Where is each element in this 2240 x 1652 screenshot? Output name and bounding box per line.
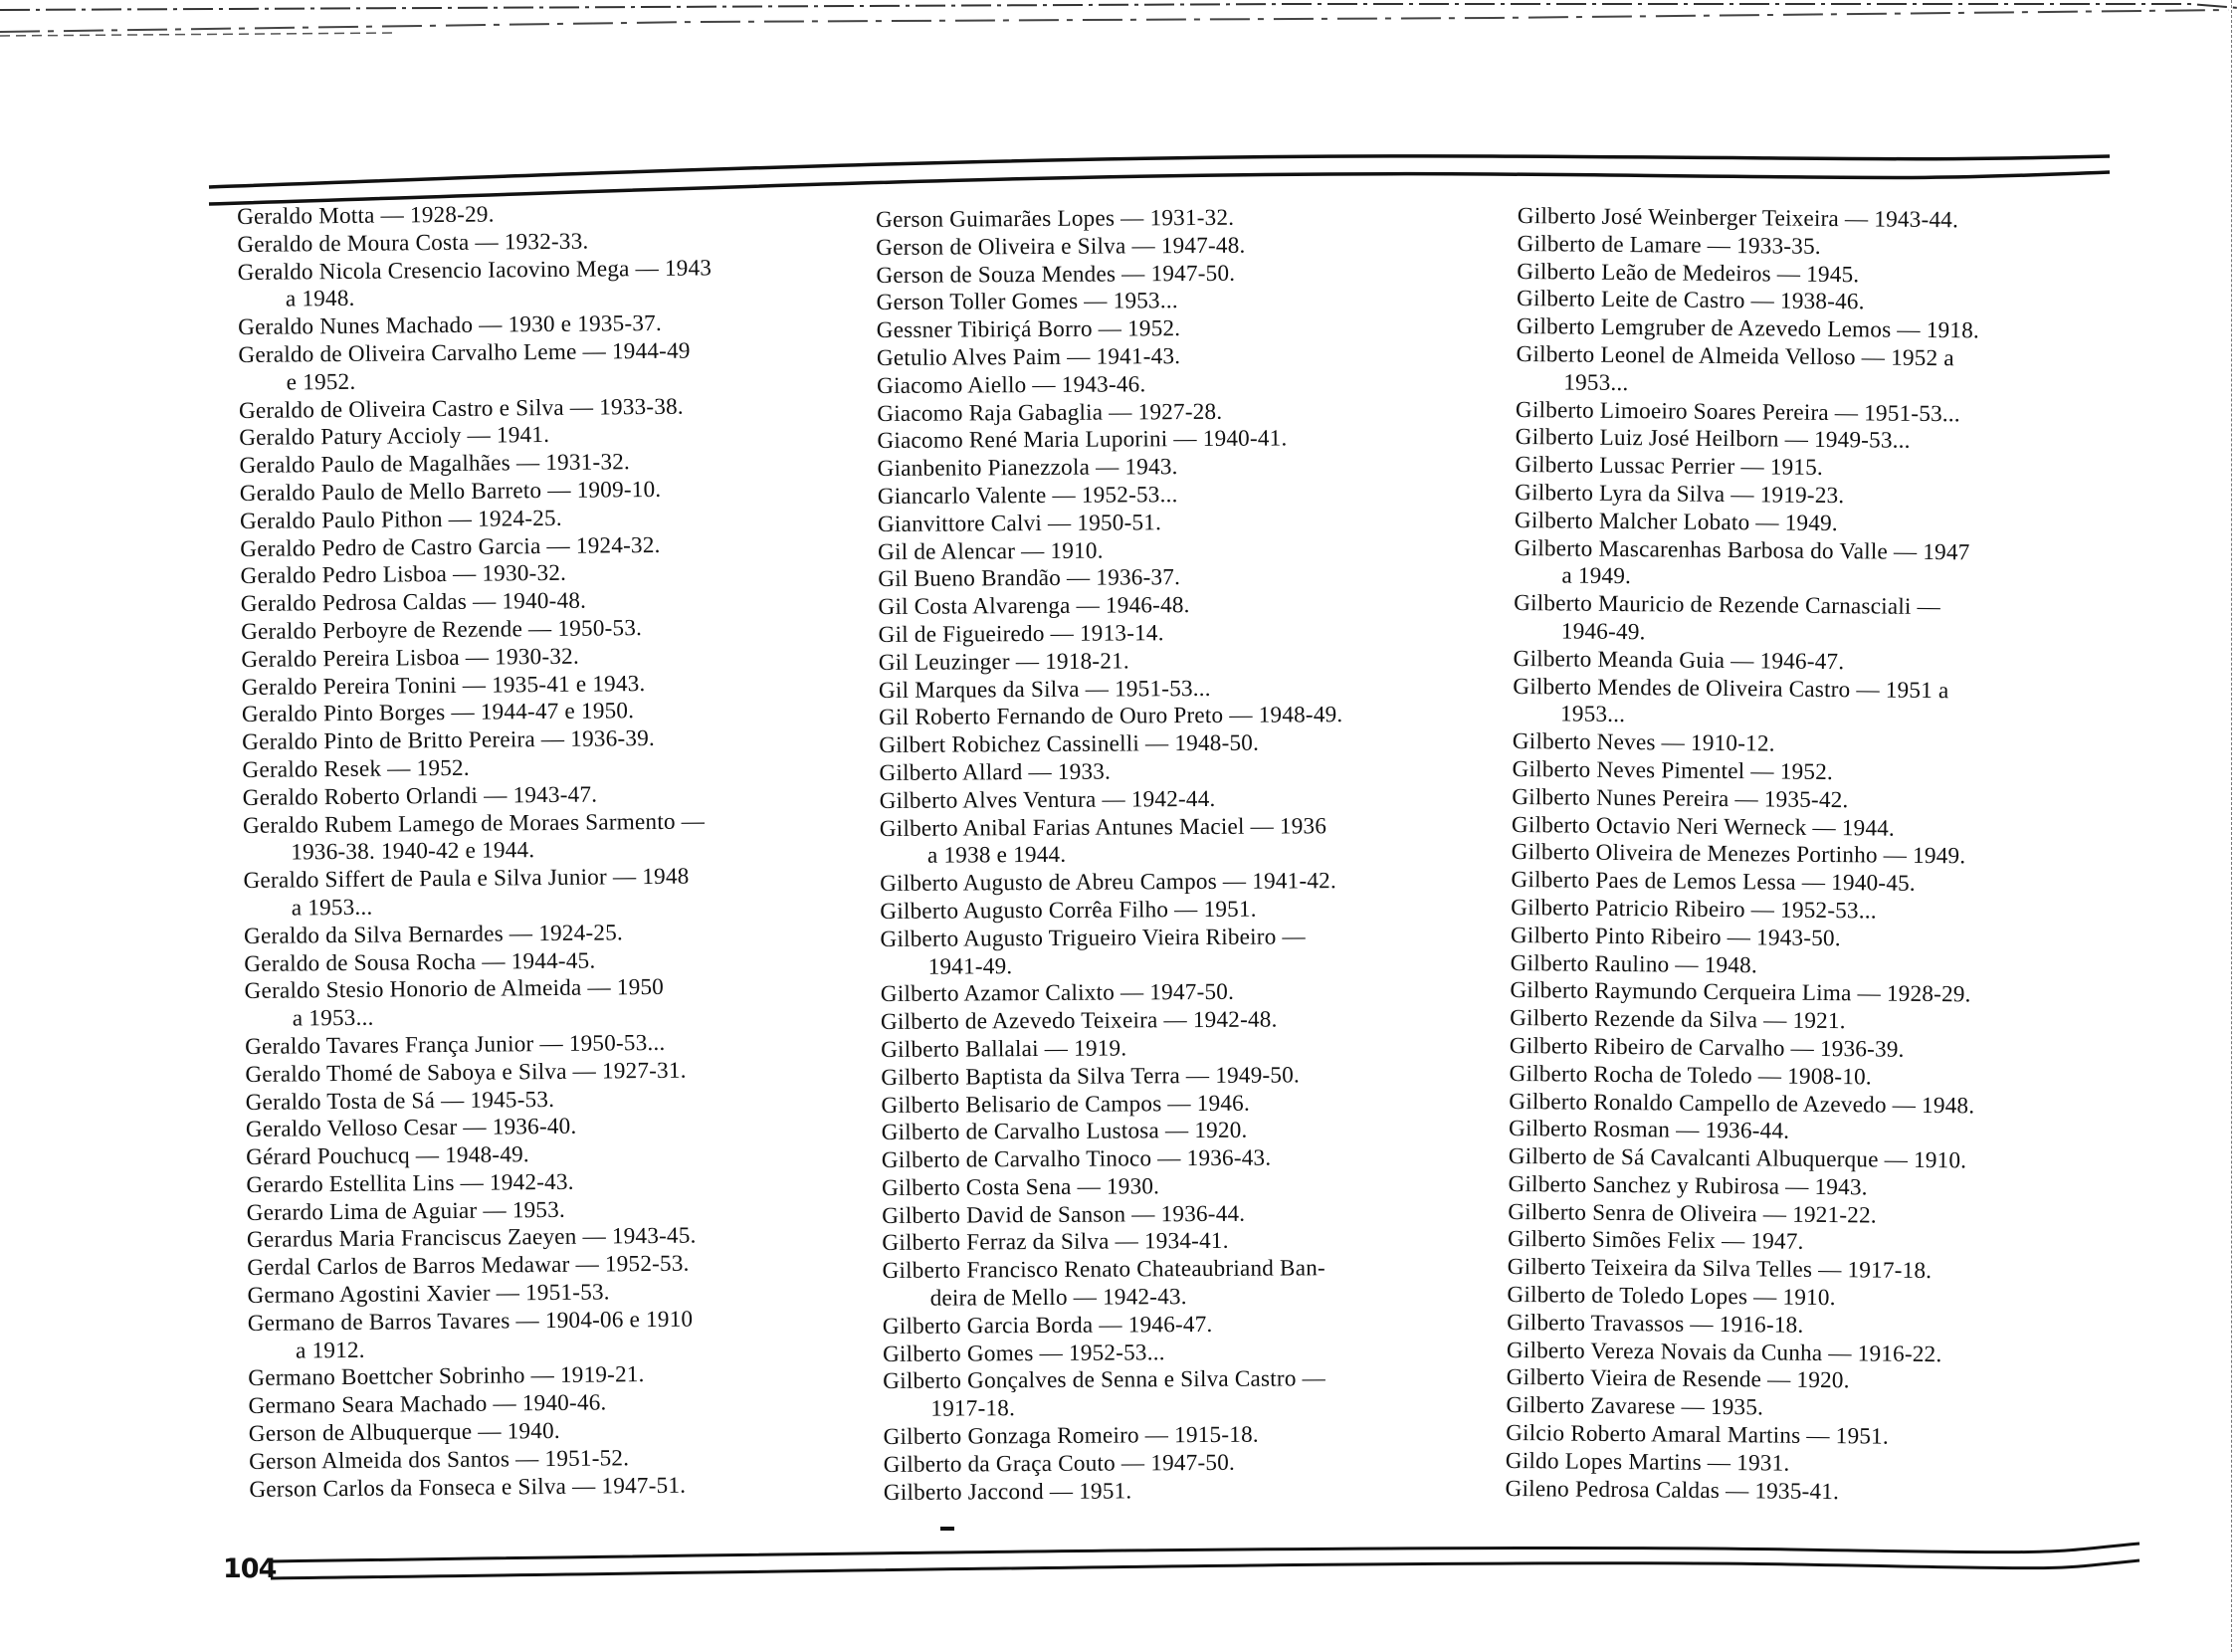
entry-text: Giacomo Raja Gabaglia — 1927-28. (877, 398, 1223, 427)
entry-text: Gilberto Anibal Farias Antunes Maciel — 1936 (879, 812, 1327, 842)
list-entry (1505, 1476, 2141, 1510)
entry-text: Gilberto Mascarenhas Barbosa do Valle — 1947 (1514, 534, 1970, 565)
entry-text: Gilberto Ballalai — 1919. (881, 1035, 1127, 1063)
list-entry (878, 452, 1515, 484)
scan-edge-right (2231, 0, 2240, 1652)
list-entry (882, 1116, 1519, 1147)
entry-text: Gilberto Travassos — 1916-18. (1507, 1309, 1804, 1339)
list-entry (880, 784, 1517, 816)
entry-text: Giancarlo Valente — 1952-53... (877, 482, 1178, 510)
list-entry (880, 895, 1517, 927)
entry-text: Gilberto Ferraz da Silva — 1934-41. (882, 1228, 1229, 1257)
entry-text: Gil Leuzinger — 1918-21. (878, 648, 1129, 676)
list-entry (243, 862, 881, 924)
list-entry (883, 1420, 1520, 1452)
entry-text: Geraldo de Sousa Rocha — 1944-45. (244, 947, 596, 977)
entry-text: Gilberto Francisco Renato Chateaubriand Ban- (882, 1255, 1325, 1285)
entry-text: Gilberto Lemgruber de Azevedo Lemos — 1918. (1516, 313, 1980, 344)
list-entry (881, 1033, 1518, 1065)
list-entry (879, 728, 1516, 760)
entry-text: Geraldo de Moura Costa — 1932-33. (237, 228, 589, 258)
entry-continuation: 1953... (1563, 369, 1629, 396)
entry-text: Gil Roberto Fernando de Ouro Preto — 1948-49. (879, 702, 1343, 731)
list-entry (880, 923, 1517, 982)
list-entry (880, 812, 1517, 872)
entry-continuation: a 1938 e 1944. (926, 842, 1067, 870)
entry-text: Gilberto Leão de Medeiros — 1945. (1517, 258, 1860, 288)
entry-text: Gilberto Mauricio de Rezende Carnasciali — (1514, 590, 1941, 621)
entry-text: Gerson Carlos da Fonseca e Silva — 1947-51. (249, 1472, 687, 1503)
entry-text: Gilberto Alves Ventura — 1942-44. (879, 785, 1216, 814)
list-entry (884, 1448, 1521, 1480)
list-entry (879, 756, 1516, 788)
entry-text: Gilberto Gomes — 1952-53... (882, 1339, 1165, 1367)
entry-text: Geraldo Pinto de Britto Pereira — 1936-39. (242, 725, 656, 756)
list-entry (877, 313, 1514, 345)
entry-text: Gilberto Teixeira da Silva Telles — 1917-18. (1507, 1254, 1933, 1285)
entry-text: Gilberto Leite de Castro — 1938-46. (1516, 286, 1865, 315)
entry-text: Gilberto Paes de Lemos Lessa — 1940-45. (1511, 867, 1916, 897)
entry-text: Gilberto Azamor Calixto — 1947-50. (880, 979, 1235, 1008)
list-entry (883, 1310, 1520, 1342)
list-entry (883, 1365, 1520, 1425)
entry-text: Gilberto Raulino — 1948. (1510, 949, 1758, 978)
list-entry (878, 562, 1515, 594)
list-entry (248, 1305, 886, 1366)
entry-text: Gilberto Rezende da Silva — 1921. (1510, 1005, 1846, 1035)
entry-text: Gilberto Ronaldo Campello de Azevedo — 1948. (1509, 1088, 1975, 1119)
entry-continuation: deira de Mello — 1942-43. (929, 1284, 1187, 1312)
list-entry (881, 977, 1518, 1009)
entry-text: Gilberto de Sá Cavalcanti Albuquerque — 1910. (1508, 1143, 1967, 1174)
entry-text: Gilberto Rocha de Toledo — 1908-10. (1509, 1060, 1873, 1091)
list-entry (876, 203, 1513, 235)
list-entry (243, 806, 881, 868)
entry-continuation: 1917-18. (930, 1395, 1016, 1422)
list-entry (882, 1227, 1519, 1259)
entry-text: Giacomo René Maria Luporini — 1940-41. (877, 425, 1288, 455)
entry-text: Gilberto José Weinberger Teixeira — 1943-44. (1517, 203, 1959, 234)
list-entry (878, 535, 1515, 567)
list-entry (877, 286, 1514, 317)
header-rule-lower (209, 172, 2110, 204)
entry-text: Gilberto Augusto Corrêa Filho — 1951. (880, 896, 1257, 925)
entry-text: Gilberto Baptista da Silva Terra — 1949-50. (881, 1062, 1301, 1091)
entry-text: Geraldo Resek — 1952. (242, 754, 470, 783)
entry-text: Gilberto Augusto de Abreu Campos — 1941-42. (880, 868, 1337, 898)
list-entry (880, 867, 1517, 899)
entry-text: Gilberto Malcher Lobato — 1949. (1514, 507, 1839, 536)
list-entry (877, 341, 1514, 373)
entry-text: Gilberto Octavio Neri Werneck — 1944. (1511, 811, 1896, 842)
entry-text: Gilberto de Carvalho Tinoco — 1936-43. (881, 1144, 1272, 1174)
entry-text: Gilberto Allard — 1933. (879, 758, 1112, 786)
list-entry (879, 674, 1516, 706)
entry-continuation: 1953... (1559, 701, 1626, 728)
entry-text: Gilberto Nunes Pereira — 1935-42. (1512, 783, 1849, 813)
list-entry (878, 590, 1515, 622)
entry-text: Geraldo Perboyre de Rezende — 1950-53. (241, 615, 643, 645)
list-entry (882, 1254, 1519, 1314)
entry-text: Geraldo Pedro de Castro Garcia — 1924-32. (240, 531, 661, 562)
list-entry (877, 397, 1514, 429)
entry-text: Gilberto Zavarese — 1935. (1506, 1392, 1764, 1421)
list-entry (881, 1005, 1518, 1037)
entry-text: Gil Marques da Silva — 1951-53... (878, 675, 1211, 704)
entry-text: Gerardo Estellita Lins — 1942-43. (246, 1168, 574, 1198)
entry-text: Geraldo Pereira Lisboa — 1930-32. (241, 643, 580, 673)
entry-text: Gilberto Patricio Ribeiro — 1952-53... (1511, 894, 1877, 925)
entry-text: Geraldo de Oliveira Carvalho Leme — 1944-49 (238, 337, 691, 368)
entry-text: Gilberto Jaccond — 1951. (883, 1478, 1132, 1506)
entry-continuation: a 1953... (291, 894, 373, 922)
entry-text: Gilberto Meanda Guia — 1946-47. (1513, 645, 1845, 675)
entry-text: Gerson Guimarães Lopes — 1931-32. (876, 204, 1235, 233)
entry-text: Geraldo Velloso Cesar — 1936-40. (245, 1114, 577, 1143)
list-entry (877, 424, 1514, 456)
entry-text: Gilberto da Graça Couto — 1947-50. (883, 1449, 1236, 1478)
entry-text: Gilberto Simões Felix — 1947. (1507, 1226, 1804, 1256)
entry-text: Gilberto Limoeiro Soares Pereira — 1951-53... (1515, 396, 1961, 427)
entry-text: Gil de Alencar — 1910. (878, 537, 1104, 565)
list-entry (244, 972, 882, 1034)
list-entry (876, 259, 1513, 291)
page-number: 104 (223, 1553, 277, 1584)
entry-text: Gérard Pouchucq — 1948-49. (246, 1141, 529, 1171)
entry-text: Gilberto Leonel de Almeida Velloso — 1952 a (1516, 340, 1954, 372)
entry-text: Gil Bueno Brandão — 1936-37. (878, 564, 1181, 593)
entry-text: Gilberto Pinto Ribeiro — 1943-50. (1510, 922, 1841, 951)
list-entry (238, 336, 876, 398)
entry-text: Germano Seara Machado — 1940-46. (248, 1389, 607, 1420)
entry-text: Geraldo Pedrosa Caldas — 1940-48. (240, 587, 587, 618)
entry-text: Gerson Toller Gomes — 1953... (876, 288, 1178, 316)
column-1 (237, 198, 887, 1505)
entry-text: Gildo Lopes Martins — 1931. (1505, 1447, 1790, 1477)
entry-text: Geraldo Pinto Borges — 1944-47 e 1950. (241, 698, 635, 728)
entry-text: Geraldo Rubem Lamego de Moraes Sarmento — (242, 808, 706, 839)
entry-text: Gileno Pedrosa Caldas — 1935-41. (1505, 1475, 1840, 1505)
entry-text: Gilberto de Carvalho Lustosa — 1920. (881, 1118, 1248, 1146)
entry-text: Geraldo Tavares França Junior — 1950-53... (245, 1029, 666, 1060)
entry-text: Gerdal Carlos de Barros Medawar — 1952-53. (247, 1250, 690, 1282)
entry-text: Geraldo de Oliveira Castro e Silva — 1933-38. (238, 393, 684, 424)
entry-text: Geraldo Patury Accioly — 1941. (239, 422, 550, 452)
entry-text: Gerson de Albuquerque — 1940. (248, 1418, 560, 1448)
list-entry (881, 1089, 1518, 1121)
entry-text: Geraldo Roberto Orlandi — 1943-47. (242, 781, 598, 811)
entry-text: Gil Costa Alvarenga — 1946-48. (878, 592, 1190, 621)
list-entry (878, 480, 1515, 512)
entry-continuation: a 1912. (295, 1337, 365, 1364)
entry-text: Geraldo Siffert de Paula e Silva Junior — 1948 (243, 863, 690, 895)
entry-text: Gilberto Belisario de Campos — 1946. (881, 1090, 1251, 1119)
entry-continuation: a 1948. (285, 286, 355, 312)
entry-text: Germano de Barros Tavares — 1904-06 e 1910 (247, 1306, 694, 1337)
entry-text: Gilberto Rosman — 1936-44. (1508, 1116, 1790, 1144)
entry-text: Gilberto Neves — 1910-12. (1512, 728, 1775, 757)
entry-text: Gilberto Neves Pimentel — 1952. (1512, 755, 1834, 786)
entry-text: Gilberto Luiz José Heilborn — 1949-53... (1515, 424, 1911, 455)
entry-text: Gilberto Garcia Borda — 1946-47. (882, 1311, 1213, 1340)
footer-rule-upper (271, 1544, 2139, 1561)
entry-text: Gianvittore Calvi — 1950-51. (877, 510, 1162, 537)
entry-text: Gilcio Roberto Amaral Martins — 1951. (1506, 1420, 1890, 1450)
entry-text: Gilberto Gonçalves de Senna e Silva Castro — (883, 1365, 1326, 1395)
list-entry (238, 253, 876, 314)
entry-text: Gerardus Maria Franciscus Zaeyen — 1943-45. (246, 1223, 697, 1254)
list-entry (876, 231, 1513, 263)
entry-continuation: a 1949. (1561, 562, 1632, 590)
list-entry (1513, 674, 2150, 735)
entry-text: Gessner Tibiriçá Borro — 1952. (876, 315, 1181, 344)
entry-text: Geraldo Paulo de Magalhães — 1931-32. (239, 449, 631, 480)
entry-text: Geraldo Tosta de Sá — 1945-53. (245, 1086, 555, 1116)
scan-artifact-top (0, 0, 2240, 60)
entry-text: Gilbert Robichez Cassinelli — 1948-50. (879, 729, 1260, 759)
entry-text: Gilberto Senra de Oliveira — 1921-22. (1508, 1198, 1877, 1229)
entry-text: Gianbenito Pianezzola — 1943. (877, 454, 1178, 483)
entry-text: Gilberto Vereza Novais da Cunha — 1916-22. (1506, 1337, 1942, 1367)
list-entry (879, 618, 1516, 650)
entry-continuation: 1941-49. (927, 952, 1013, 980)
entry-text: Geraldo Paulo Pithon — 1924-25. (239, 505, 562, 534)
entry-text: Gilberto Gonzaga Romeiro — 1915-18. (883, 1421, 1259, 1451)
list-entry (879, 646, 1516, 678)
list-entry (877, 369, 1514, 401)
list-entry (884, 1476, 1521, 1508)
footer-rule-lower (271, 1560, 2139, 1578)
entry-text: Germano Agostini Xavier — 1951-53. (247, 1279, 610, 1310)
list-entry (1514, 535, 2151, 597)
list-entry (882, 1143, 1519, 1175)
list-entry (1514, 590, 2151, 652)
entry-text: Gilberto de Toledo Lopes — 1910. (1507, 1282, 1836, 1312)
entry-text: Gilberto Vieira de Resende — 1920. (1506, 1364, 1850, 1394)
entry-text: Geraldo Motta — 1928-29. (237, 201, 495, 230)
list-entry (883, 1338, 1520, 1369)
entry-text: Gilberto de Lamare — 1933-35. (1517, 230, 1821, 260)
entry-continuation: 1936-38. 1940-42 e 1944. (291, 837, 535, 866)
entry-text: Gerson Almeida dos Santos — 1951-52. (249, 1445, 630, 1475)
list-entry (882, 1199, 1519, 1231)
entry-text: Gilberto Mendes de Oliveira Castro — 1951 a (1513, 673, 1949, 704)
entry-text: Geraldo Paulo de Mello Barreto — 1909-10. (239, 476, 662, 507)
entry-text: Gerson de Souza Mendes — 1947-50. (876, 260, 1236, 289)
list-entry (249, 1470, 886, 1504)
entry-text: Geraldo Pereira Tonini — 1935-41 e 1943. (241, 670, 646, 701)
list-entry (881, 1061, 1518, 1093)
list-entry (878, 508, 1515, 539)
entry-text: Gilberto Sanchez y Rubirosa — 1943. (1508, 1170, 1868, 1201)
entry-text: Gilberto Costa Sena — 1930. (881, 1173, 1160, 1201)
entry-continuation: e 1952. (286, 368, 356, 396)
entry-continuation: 1946-49. (1560, 618, 1646, 646)
entry-text: Gilberto Oliveira de Menezes Portinho — 1949. (1511, 839, 1966, 870)
entry-text: Geraldo da Silva Bernardes — 1924-25. (243, 920, 624, 949)
entry-text: Gilberto de Azevedo Teixeira — 1942-48. (880, 1006, 1278, 1036)
entry-text: Gilberto Lyra da Silva — 1919-23. (1515, 479, 1845, 510)
list-entry (1516, 341, 2153, 403)
entry-text: Geraldo Stesio Honorio de Almeida — 1950 (244, 974, 665, 1005)
entry-continuation: a 1953... (292, 1004, 374, 1032)
entry-text: Giacomo Aiello — 1943-46. (877, 371, 1146, 399)
entry-text: Gilberto Ribeiro de Carvalho — 1936-39. (1509, 1032, 1905, 1063)
entry-text: Gilberto Raymundo Cerqueira Lima — 1928-29. (1510, 977, 1971, 1008)
entry-text: Getulio Alves Paim — 1941-43. (876, 343, 1181, 371)
entry-text: Germano Boettcher Sobrinho — 1919-21. (248, 1361, 645, 1392)
header-rule-upper (209, 156, 2110, 187)
entry-text: Gilberto Augusto Trigueiro Vieira Ribeiro — (880, 924, 1306, 952)
entry-text: Geraldo Thomé de Saboya e Silva — 1927-31. (245, 1057, 687, 1088)
column-2 (876, 203, 1521, 1507)
entry-text: Gilberto David de Sanson — 1936-44. (882, 1200, 1246, 1229)
list-entry (882, 1171, 1519, 1203)
entry-text: Geraldo Nicola Cresencio Iacovino Mega — 1943 (237, 255, 713, 286)
entry-text: Gerson de Oliveira e Silva — 1947-48. (876, 232, 1246, 261)
entry-text: Gerardo Lima de Aguiar — 1953. (246, 1196, 566, 1226)
list-entry (879, 701, 1516, 732)
entry-text: Geraldo Nunes Machado — 1930 e 1935-37. (238, 310, 663, 341)
entry-text: Geraldo Pedro Lisboa — 1930-32. (240, 560, 567, 590)
column-3 (1505, 203, 2154, 1510)
entry-text: Gilberto Lussac Perrier — 1915. (1515, 452, 1824, 482)
entry-text: Gil de Figueiredo — 1913-14. (878, 620, 1164, 648)
